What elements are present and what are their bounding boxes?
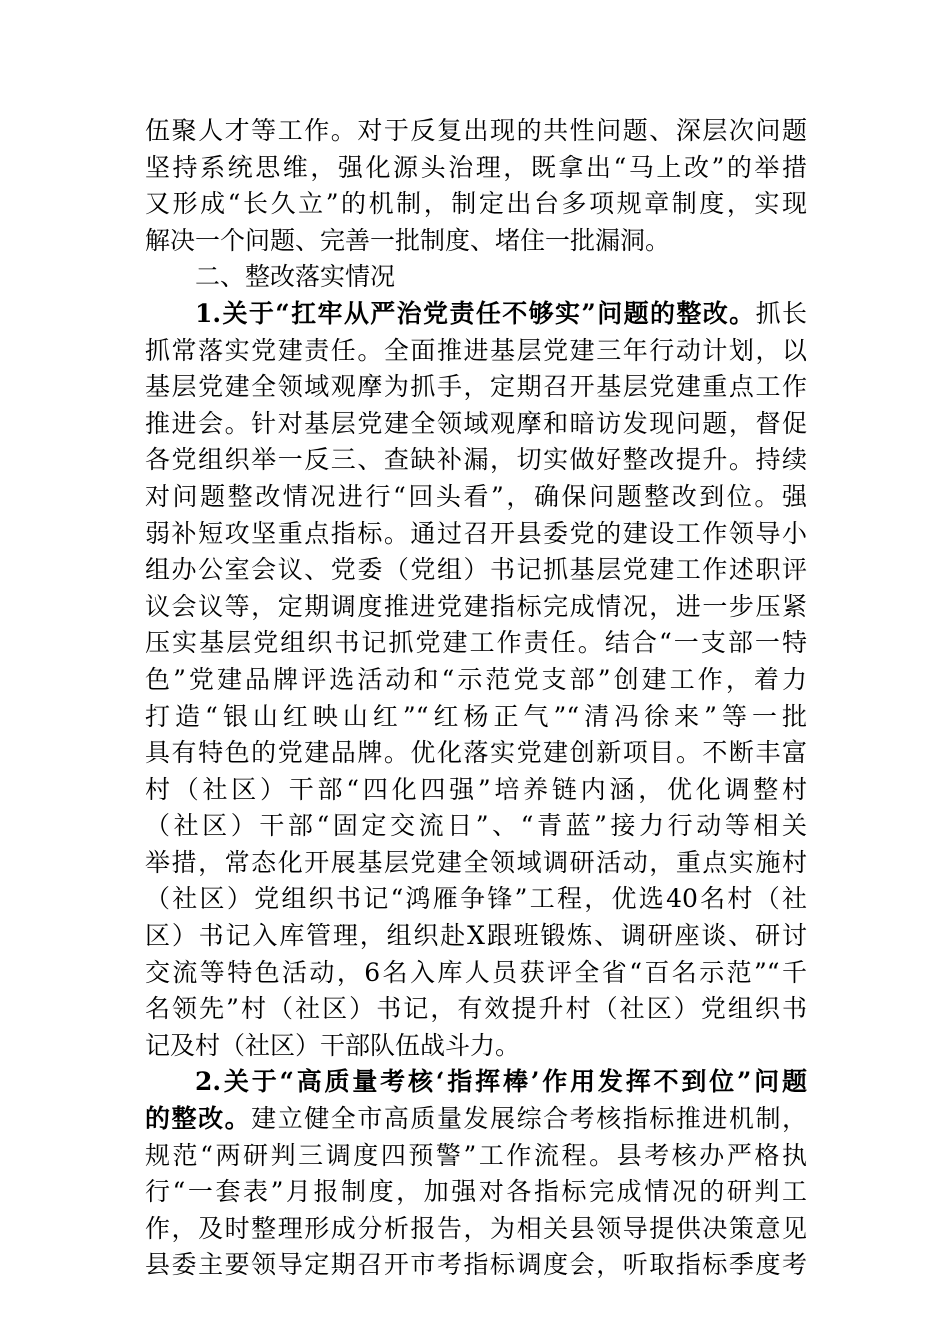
item2-bold-title-2: 的整改。 (145, 1104, 252, 1134)
item2-second-line-rest: 建立健全市高质量发展综合考核指标推进机制， (251, 1104, 807, 1134)
item1-line: 抓常落实党建责任。全面推进基层党建三年行动计划，以 (145, 335, 807, 365)
item1-line: 名领先”村（社区）书记，有效提升村（社区）党组织书 (145, 994, 807, 1024)
item1-line: （社区）干部“固定交流日”、“青蓝”接力行动等相关 (145, 811, 807, 841)
item2-line: 县委主要领导定期召开市考指标调度会，听取指标季度考 (145, 1250, 807, 1280)
item1-line: 色”党建品牌评选活动和“示范党支部”创建工作，着力 (145, 664, 807, 694)
item1-line: 举措，常态化开展基层党建全领域调研活动，重点实施村 (145, 847, 807, 877)
item2-line: 行“一套表”月报制度，加强对各指标完成情况的研判工 (145, 1177, 807, 1207)
item2-bold-title-1: 2.关于“高质量考核‘指挥棒’作用发挥不到位”问题 (195, 1067, 807, 1097)
item1-line: 基层党建全领域观摩为抓手，定期召开基层党建重点工作 (145, 372, 807, 402)
item1-line: 各党组织举一反三、查缺补漏，切实做好整改提升。持续 (145, 445, 807, 475)
item1-line: （社区）党组织书记“鸿雁争锋”工程，优选40名村（社 (145, 884, 807, 914)
item1-first-line (145, 296, 807, 333)
item1-line: 对问题整改情况进行“回头看”，确保问题整改到位。强 (145, 481, 807, 511)
intro-line: 解决一个问题、完善一批制度、堵住一批漏洞。 (145, 225, 671, 255)
section-heading: 二、整改落实情况 (195, 262, 396, 292)
intro-line: 又形成“长久立”的机制，制定出台多项规章制度，实现 (145, 189, 807, 219)
item2-second-line (145, 1101, 807, 1138)
item1-line: 推进会。针对基层党建全领域观摩和暗访发现问题，督促 (145, 408, 807, 438)
item1-line: 交流等特色活动，6名入库人员获评全省“百名示范”“千 (145, 957, 807, 987)
intro-line: 伍聚人才等工作。对于反复出现的共性问题、深层次问题 (145, 116, 807, 145)
item1-line: 打造“银山红映山红”“红杨正气”“清冯徐来”等一批 (145, 701, 807, 731)
item1-line: 弱补短攻坚重点指标。通过召开县委党的建设工作领导小 (145, 518, 807, 548)
item1-line: 压实基层党组织书记抓党建工作责任。结合“一支部一特 (145, 628, 807, 658)
item2-line: 规范“两研判三调度四预警”工作流程。县考核办严格执 (145, 1140, 807, 1170)
item2-line: 作，及时整理形成分析报告，为相关县领导提供决策意见 (145, 1213, 807, 1243)
item1-bold-title: 1.关于“扛牢从严治党责任不够实”问题的整改。 (195, 298, 756, 328)
item1-line: 村（社区）干部“四化四强”培养链内涵，优化调整村 (145, 774, 807, 804)
document-body (145, 113, 807, 1284)
item2-first-line (145, 1064, 807, 1101)
item1-line: 议会议等，定期调度推进党建指标完成情况，进一步压紧 (145, 591, 807, 621)
item1-first-line-rest: 抓长 (755, 298, 807, 328)
item1-line: 区）书记入库管理，组织赴X跟班锻炼、调研座谈、研讨 (145, 921, 807, 951)
item1-line: 组办公室会议、党委（党组）书记抓基层党建工作述职评 (145, 555, 807, 585)
item1-line: 具有特色的党建品牌。优化落实党建创新项目。不断丰富 (145, 738, 807, 768)
item1-line: 记及村（社区）干部队伍战斗力。 (145, 1030, 521, 1060)
intro-line: 坚持系统思维，强化源头治理，既拿出“马上改”的举措 (145, 152, 807, 182)
